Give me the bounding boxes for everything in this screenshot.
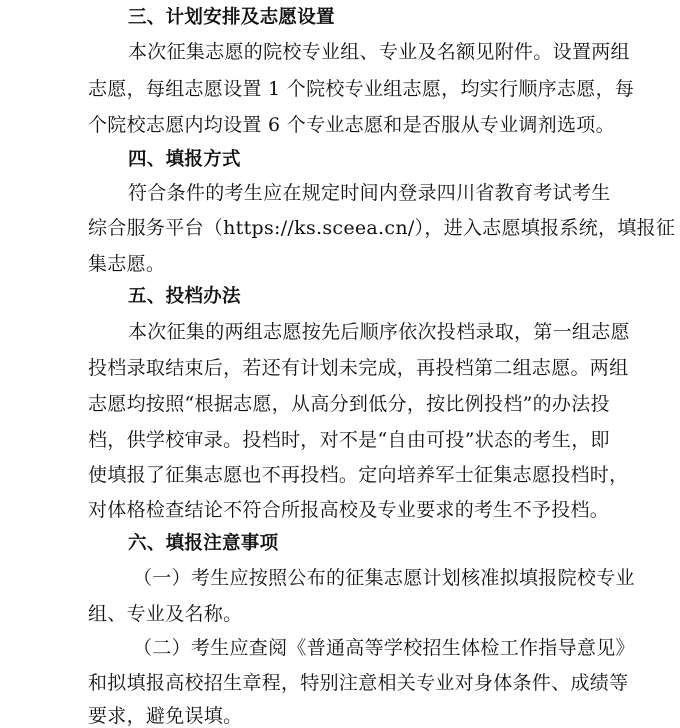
section-6-item-2-line-2: 和拟填报高校招生章程，特别注意相关专业对身体条件、成绩等: [88, 672, 629, 694]
section-5-text-line-1: 本次征集的两组志愿按先后顺序依次投档录取，第一组志愿: [128, 321, 630, 343]
section-4-heading: 四、填报方式: [128, 149, 241, 170]
section-4-text-line-2: 综合服务平台（https://ks.sceea.cn/），进入志愿填报系统，填报征: [88, 217, 676, 239]
section-4-text-line-1: 符合条件的考生应在规定时间内登录四川省教育考试考生: [128, 182, 611, 204]
section-4-text-line-3: 集志愿。: [88, 253, 166, 275]
section-5-text-line-2: 投档录取结束后，若还有计划未完成，再投档第二组志愿。两组: [88, 357, 629, 379]
section-5-heading: 五、投档办法: [128, 286, 241, 307]
section-5-text-line-6: 对体格检查结论不符合所报高校及专业要求的考生不予投档。: [88, 499, 610, 521]
section-6-item-2-line-3: 要求，避免误填。: [88, 705, 243, 727]
section-6-item-1-line-1: （一）考生应按照公布的征集志愿计划核准拟填报院校专业: [133, 567, 635, 589]
section-6-item-2-line-1: （二）考生应查阅《普通高等学校招生体检工作指导意见》: [133, 637, 635, 659]
section-3-text-line-2: 志愿，每组志愿设置 1 个院校专业组志愿，均实行顺序志愿，每: [88, 78, 635, 100]
section-5-text-line-4: 档，供学校审录。投档时，对不是“自由可投”状态的考生，即: [88, 429, 610, 451]
section-6-item-1-line-2: 组、专业及名称。: [88, 603, 243, 625]
section-5-text-line-5: 使填报了征集志愿也不再投档。定向培养军士征集志愿投档时，: [88, 464, 629, 486]
section-3-text-line-1: 本次征集志愿的院校专业组、专业及名额见附件。设置两组: [128, 41, 630, 63]
section-3-text-line-3: 个院校志愿内均设置 6 个专业志愿和是否服从专业调剂选项。: [88, 114, 615, 136]
section-6-heading: 六、填报注意事项: [128, 533, 279, 554]
section-5-text-line-3: 志愿均按照“根据志愿，从高分到低分，按比例投档”的办法投: [88, 393, 610, 415]
section-3-heading: 三、计划安排及志愿设置: [128, 7, 335, 28]
